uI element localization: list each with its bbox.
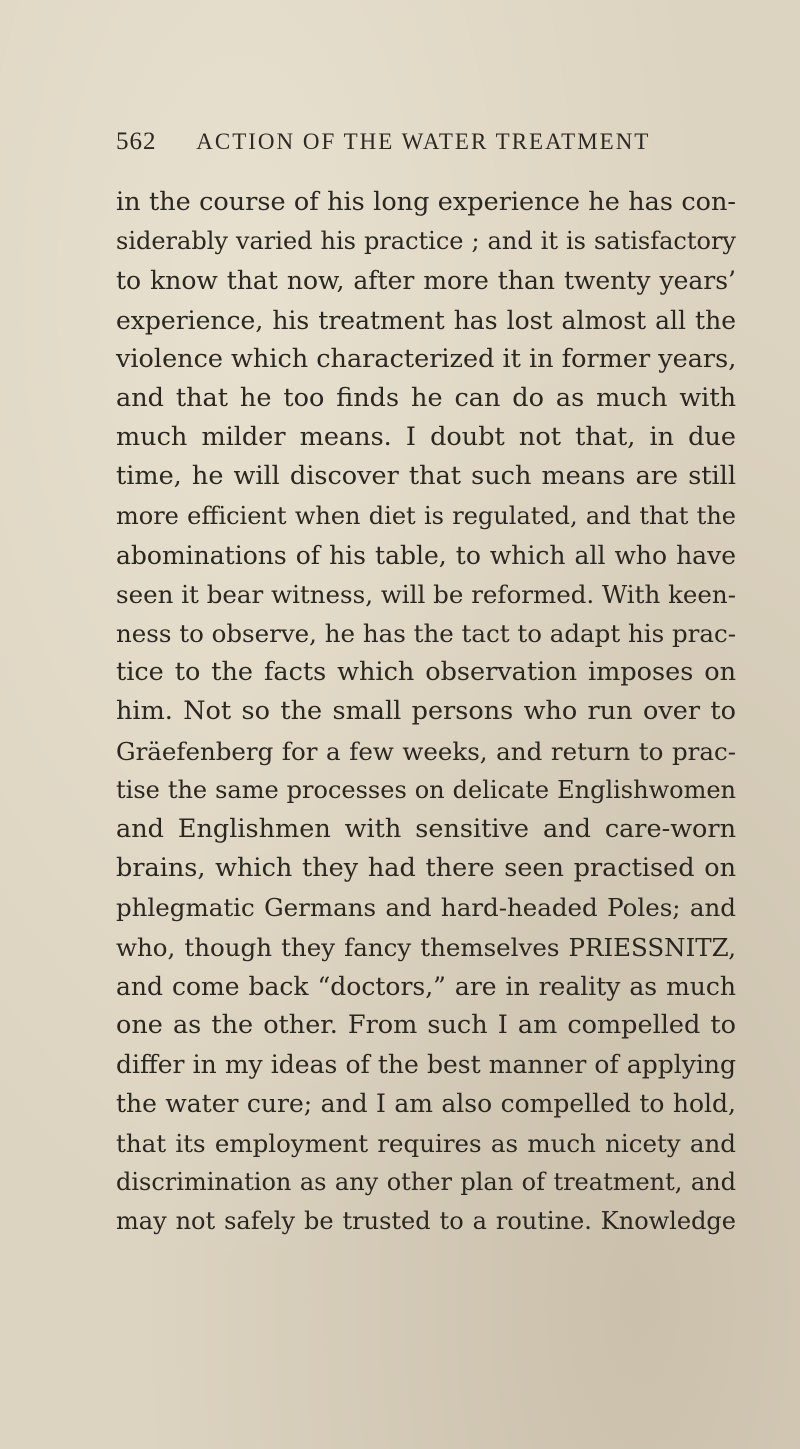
text-line: may not safely be trusted to a routine. Knowledge bbox=[116, 1206, 736, 1235]
text-line: abominations of his table, to which all who have bbox=[116, 540, 736, 570]
text-line: him. Not so the small persons who run over to bbox=[116, 696, 736, 727]
text-line: phlegmatic Germans and hard-headed Poles; and bbox=[116, 893, 736, 923]
text-line: to know that now, after more than twenty years’ bbox=[116, 266, 736, 296]
text-line: differ in my ideas of the best manner of applying bbox=[116, 1050, 736, 1080]
text-line: in the course of his long experience he has con- bbox=[116, 187, 736, 217]
text-line: who, though they fancy themselves PRIESSNITZ, bbox=[116, 932, 736, 962]
text-line: more efficient when diet is regulated, and that the bbox=[116, 501, 736, 530]
text-line: Gräefenberg for a few weeks, and return to prac- bbox=[116, 736, 736, 766]
text-line: brains, which they had there seen practised on bbox=[116, 853, 736, 884]
text-line: experience, his treatment has lost almost all the bbox=[116, 305, 736, 335]
running-title: ACTION OF THE WATER TREATMENT bbox=[196, 129, 651, 154]
text-line: and come back “doctors,” are in reality as much bbox=[116, 971, 736, 1001]
page-number: 562 bbox=[116, 128, 157, 155]
text-line: much milder means. I doubt not that, in due bbox=[116, 422, 736, 453]
text-line: discrimination as any other plan of treatment, and bbox=[116, 1167, 736, 1196]
text-line: siderably varied his practice ; and it is satisfactory bbox=[116, 227, 736, 256]
text-line: seen it bear witness, will be reformed. With keen- bbox=[116, 579, 736, 609]
text-line: and that he too finds he can do as much with bbox=[116, 382, 736, 413]
running-head bbox=[116, 128, 756, 168]
text-line: ness to observe, he has the tact to adapt his prac- bbox=[116, 619, 736, 649]
body-text bbox=[116, 183, 736, 1241]
text-line: the water cure; and I am also compelled to hold, bbox=[116, 1089, 736, 1119]
text-line: violence which characterized it in former years, bbox=[116, 343, 737, 374]
text-line: and Englishmen with sensitive and care-worn bbox=[116, 814, 736, 844]
text-line: tice to the facts which observation imposes on bbox=[116, 657, 736, 688]
text-line: tise the same processes on delicate Englishwomen bbox=[116, 775, 736, 804]
text-line: time, he will discover that such means are still bbox=[116, 461, 736, 492]
text-line: that its employment requires as much nicety and bbox=[116, 1128, 736, 1158]
text-line: one as the other. From such I am compelled to bbox=[116, 1009, 736, 1040]
